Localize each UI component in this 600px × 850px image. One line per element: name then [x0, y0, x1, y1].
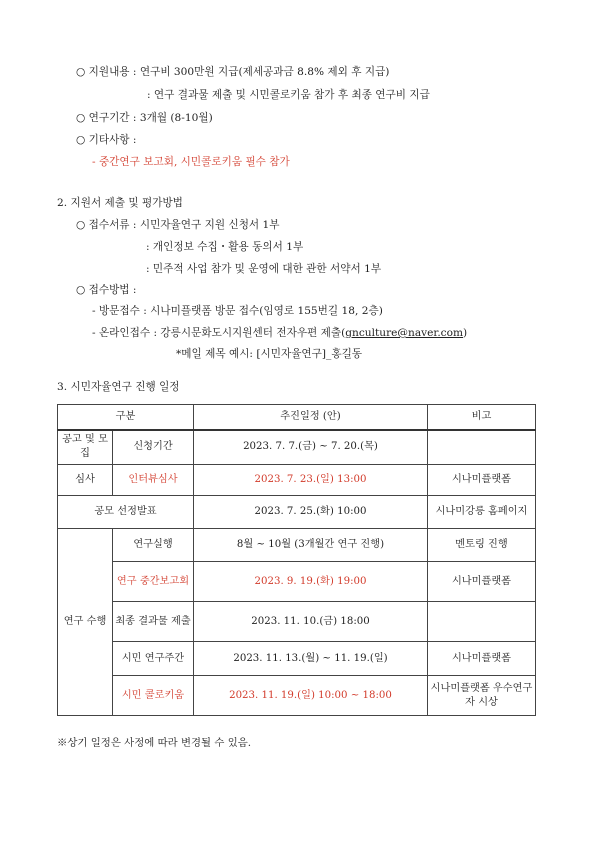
row-note: 시나미플랫폼 [428, 642, 536, 676]
section2-title: 2. 지원서 제출 및 평가방법 [57, 197, 183, 209]
row-note [428, 602, 536, 642]
row-item: 연구 중간보고회 [113, 562, 194, 602]
section3-title: 3. 시민자율연구 진행 일정 [57, 381, 180, 393]
row-item: 신청기간 [113, 430, 194, 465]
table-row [58, 430, 536, 465]
docs-line2: : 개인정보 수집・활용 동의서 1부 [146, 241, 304, 253]
table-header-row [58, 405, 536, 430]
row-note: 시나미강릉 홈페이지 [428, 496, 536, 529]
online-suffix: ) [463, 327, 468, 339]
visit-method: - 방문접수 : 시나미플랫폼 방문 접수(임영로 155번길 18, 2층) [92, 305, 383, 317]
row-date: 2023. 11. 10.(금) 18:00 [194, 602, 428, 642]
docs-line3: : 민주적 사업 참가 및 운영에 대한 관한 서약서 1부 [146, 263, 382, 275]
row-date: 2023. 7. 7.(금) ~ 7. 20.(목) [194, 430, 428, 465]
header-category: 구분 [58, 405, 194, 430]
schedule-table [57, 404, 536, 716]
row-date: 2023. 7. 23.(일) 13:00 [194, 465, 428, 496]
online-method [92, 326, 467, 340]
row-note: 시나미플랫폼 [428, 465, 536, 496]
header-schedule: 추진일정 (안) [194, 405, 428, 430]
table-row [58, 562, 536, 602]
support-label: ○ 지원내용 : [76, 66, 140, 78]
docs-label: ○ 접수서류 : [76, 219, 140, 231]
table-row [58, 529, 536, 562]
mail-example: *메일 제목 예시: [시민자율연구]_홍길동 [176, 348, 363, 360]
row-group: 심사 [58, 465, 113, 496]
row-item: 시민 콜로키움 [113, 676, 194, 716]
row-item: 인터뷰심사 [113, 465, 194, 496]
row-group: 연구 수행 [58, 529, 113, 716]
email-link[interactable]: gnculture@naver.com [345, 327, 464, 339]
row-date: 2023. 7. 25.(화) 10:00 [194, 496, 428, 529]
row-date: 2023. 11. 13.(월) ~ 11. 19.(일) [194, 642, 428, 676]
method-label: ○ 접수방법 : [76, 284, 137, 296]
support-text: 연구비 300만원 지급(제세공과금 8.8% 제외 후 지급) [139, 66, 390, 78]
table-row [58, 676, 536, 716]
support-content-line1 [76, 65, 389, 79]
online-prefix: - 온라인접수 : 강릉시문화도시지원센터 전자우편 제출( [92, 327, 346, 339]
docs-line1 [76, 218, 280, 232]
research-period: ○ 연구기간 : 3개월 (8-10월) [76, 112, 213, 124]
row-note: 시나미플랫폼 우수연구자 시상 [428, 676, 536, 716]
row-date: 2023. 9. 19.(화) 19:00 [194, 562, 428, 602]
header-note: 비고 [428, 405, 536, 430]
row-date: 2023. 11. 19.(일) 10:00 ~ 18:00 [194, 676, 428, 716]
support-content-line2: : 연구 결과물 제출 및 시민콜로키움 참가 후 최종 연구비 지급 [147, 89, 430, 101]
row-note: 시나미플랫폼 [428, 562, 536, 602]
table-row [58, 496, 536, 529]
row-item: 연구실행 [113, 529, 194, 562]
docs-text1: 시민자율연구 지원 신청서 1부 [139, 219, 280, 231]
schedule-footnote: ※상기 일정은 사정에 따라 변경될 수 있음. [57, 737, 252, 749]
row-date: 8월 ~ 10월 (3개월간 연구 진행) [194, 529, 428, 562]
row-item: 최종 결과물 제출 [113, 602, 194, 642]
row-note [428, 430, 536, 465]
row-group: 공고 및 모집 [58, 430, 113, 465]
etc-required-note: - 중간연구 보고회, 시민콜로키움 필수 참가 [92, 156, 290, 168]
etc-label: ○ 기타사항 : [76, 134, 137, 146]
row-merged-item: 공모 선정발표 [58, 496, 194, 529]
table-row [58, 465, 536, 496]
row-item: 시민 연구주간 [113, 642, 194, 676]
table-row [58, 602, 536, 642]
row-note: 멘토링 진행 [428, 529, 536, 562]
table-row [58, 642, 536, 676]
